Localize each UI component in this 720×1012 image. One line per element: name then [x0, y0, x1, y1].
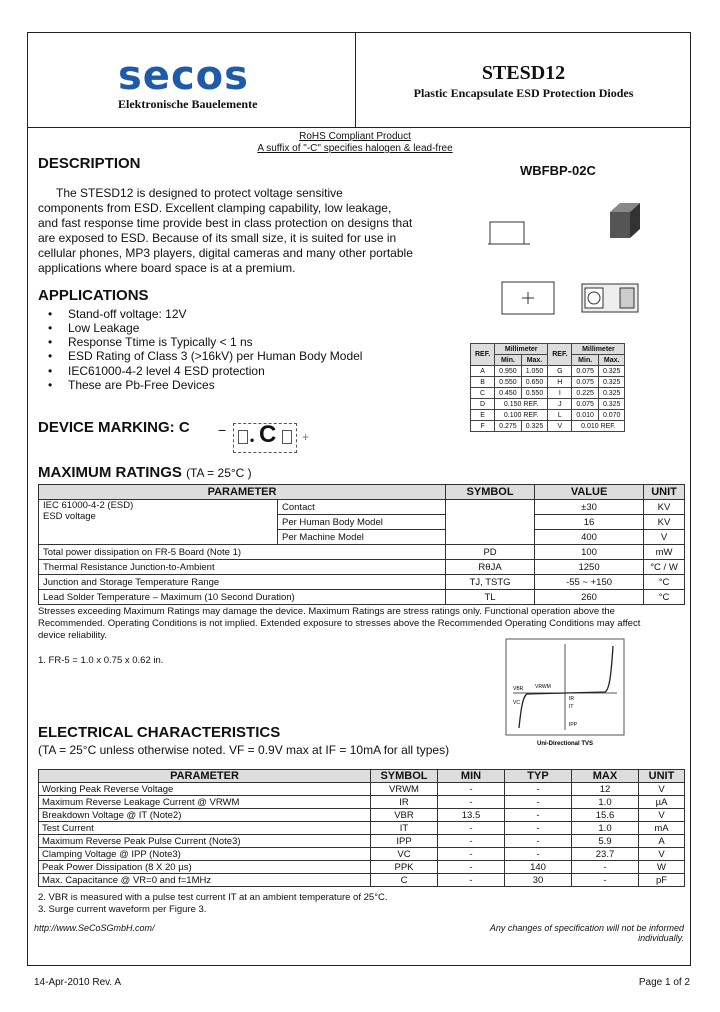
mr-header: PARAMETER: [39, 485, 446, 500]
logo-subtitle: Elektronische Bauelemente: [118, 97, 258, 111]
dim-cell: J: [548, 399, 572, 410]
desc-line: are exposed to ESD. Because of its small size, it is suited for use in: [38, 231, 397, 245]
dim-cell: F: [471, 421, 495, 432]
desc-line: and fast response time provide best in class protection on designs that: [38, 216, 413, 230]
application-item: • Low Leakage: [48, 321, 140, 335]
graph-caption: Uni-Directional TVS: [536, 741, 594, 747]
graph-label: IR: [569, 696, 574, 702]
ec-row: Maximum Reverse Leakage Current @ VRWM IR - - 1.0 µA: [39, 796, 685, 809]
dim-sub: Min.: [495, 355, 522, 366]
mr-row: Junction and Storage Temperature Range TJ, TSTG -55 ~ +150 °C: [39, 575, 685, 590]
company-logo: secos: [118, 53, 249, 99]
esd-cond: Per Machine Model: [278, 530, 446, 545]
esd-unit: KV: [644, 515, 685, 530]
dim-cell: 0.325: [521, 421, 548, 432]
dim-cell: 0.075: [572, 366, 599, 377]
dim-cell: G: [548, 366, 572, 377]
dim-cell: 1.050: [521, 366, 548, 377]
esd-symbol: [446, 500, 535, 545]
ec-header: TYP: [505, 770, 572, 783]
part-number: STESD12: [481, 62, 566, 84]
rohs-line2: A suffix of "-C" specifies halogen & lead-free: [257, 143, 453, 154]
ec-row: Peak Power Dissipation (8 X 20 µs) PPK - 140 - W: [39, 861, 685, 874]
ec-header: UNIT: [639, 770, 685, 783]
ec-row: Working Peak Reverse Voltage VRWM - - 12 V: [39, 783, 685, 796]
dim-cell: 0.325: [598, 388, 625, 399]
dim-row: [471, 410, 625, 421]
dim-cell: I: [548, 388, 572, 399]
marking-code: C: [259, 421, 277, 448]
dim-cell: 0.100 REF.: [495, 410, 548, 421]
dim-sub: Max.: [598, 355, 625, 366]
desc-line: cellular phones, MP3 players, digital cameras and many other portable: [38, 246, 413, 260]
ec-row: Breakdown Voltage @ IT (Note2) VBR 13.5 - 15.6 V: [39, 809, 685, 822]
dim-cell: 0.275: [495, 421, 522, 432]
dim-cell: 0.650: [521, 377, 548, 388]
dim-sub: Max.: [521, 355, 548, 366]
stress-note: Stresses exceeding Maximum Ratings may damage the device. Maximum Ratings are stress ratings only. Functional operation above the Recommended. Operating Conditions is not implied. Extended exposure to stresses above the Recommended Operating Conditions may affect device reliability.: [38, 606, 641, 641]
marking-dot: •: [250, 433, 255, 447]
esd-value: ±30: [535, 500, 644, 515]
footer-date: 14-Apr-2010 Rev. A: [34, 977, 122, 988]
dim-cell: 0.325: [598, 377, 625, 388]
electrical-table: [38, 769, 685, 887]
dim-cell: 0.550: [521, 388, 548, 399]
dim-cell: C: [471, 388, 495, 399]
footer-url[interactable]: http://www.SeCoSGmbH.com/: [34, 923, 155, 933]
product-subtitle: Plastic Encapsulate ESD Protection Diodes: [413, 86, 634, 100]
dim-row: [471, 377, 625, 388]
dim-row: [471, 399, 625, 410]
dim-cell: B: [471, 377, 495, 388]
max-ratings-title: MAXIMUM RATINGS (TA = 25°C ): [38, 464, 252, 481]
dim-header: REF.: [471, 344, 495, 366]
ec-row: Maximum Reverse Peak Pulse Current (Note3) IPP - - 5.9 A: [39, 835, 685, 848]
description-text: [38, 186, 423, 276]
application-item: • IEC61000-4-2 level 4 ESD protection: [48, 364, 265, 378]
dim-cell: 0.075: [572, 377, 599, 388]
dim-cell: 0.450: [495, 388, 522, 399]
ec-header: MAX: [572, 770, 639, 783]
dim-cell: 0.225: [572, 388, 599, 399]
desc-line: The STESD12 is designed to protect voltage sensitive: [56, 186, 343, 200]
package-outline-drawing: [470, 200, 660, 340]
footer-notice: Any changes of specification will not be informed individually.: [489, 923, 684, 943]
dim-cell: E: [471, 410, 495, 421]
esd-cond: Per Human Body Model: [278, 515, 446, 530]
dimension-table: [470, 343, 625, 432]
mr-row: Lead Solder Temperature – Maximum (10 Second Duration) TL 260 °C: [39, 590, 685, 605]
graph-label: IPP: [569, 722, 578, 728]
note-3: 3. Surge current waveform per Figure 3.: [38, 904, 207, 915]
dim-sub: Min.: [572, 355, 599, 366]
note-1: 1. FR-5 = 1.0 x 0.75 x 0.62 in.: [38, 655, 164, 666]
dim-cell: 0.550: [495, 377, 522, 388]
dim-cell: H: [548, 377, 572, 388]
ec-row: Test Current IT - - 1.0 mA: [39, 822, 685, 835]
application-item: • ESD Rating of Class 3 (>16kV) per Human Body Model: [48, 349, 363, 363]
iv-curve-graph: [505, 638, 625, 748]
dim-cell: 0.075: [572, 399, 599, 410]
electrical-title: ELECTRICAL CHARACTERISTICS: [38, 724, 281, 741]
dim-cell: 0.325: [598, 399, 625, 410]
ec-header: MIN: [438, 770, 505, 783]
application-item: • These are Pb-Free Devices: [48, 378, 215, 392]
mr-header: UNIT: [644, 485, 685, 500]
application-item: • Response Ttime is Typically < 1 ns: [48, 335, 253, 349]
electrical-conditions: (TA = 25°C unless otherwise noted. VF = 0.9V max at IF = 10mA for all types): [38, 743, 450, 757]
marking-plus: +: [302, 430, 310, 444]
esd-value: 16: [535, 515, 644, 530]
marking-pad-left: [238, 430, 248, 444]
esd-unit: V: [644, 530, 685, 545]
application-item: • Stand-off voltage: 12V: [48, 307, 187, 321]
dim-header: Millimeter: [495, 344, 548, 355]
ec-header: PARAMETER: [39, 770, 371, 783]
ec-header: SYMBOL: [371, 770, 438, 783]
esd-value: 400: [535, 530, 644, 545]
dim-header: Millimeter: [572, 344, 625, 355]
desc-line: components from ESD. Excellent clamping capability, low leakage,: [38, 201, 392, 215]
description-title: DESCRIPTION: [38, 155, 141, 172]
dim-cell: 0.070: [598, 410, 625, 421]
dim-header: REF.: [548, 344, 572, 366]
esd-cond: Contact: [278, 500, 446, 515]
graph-label: IT: [569, 704, 574, 710]
ec-row: Clamping Voltage @ IPP (Note3) VC - - 23.7 V: [39, 848, 685, 861]
esd-unit: KV: [644, 500, 685, 515]
dim-cell: 0.010 REF.: [572, 421, 625, 432]
dim-cell: L: [548, 410, 572, 421]
applications-title: APPLICATIONS: [38, 287, 149, 304]
dim-cell: V: [548, 421, 572, 432]
desc-line: applications where board space is at a premium.: [38, 261, 296, 275]
ec-row: Max. Capacitance @ VR=0 and f=1MHz C - 30 - pF: [39, 874, 685, 887]
footer-page: Page 1 of 2: [638, 977, 690, 988]
mr-header: SYMBOL: [446, 485, 535, 500]
marking-pad-right: [282, 430, 292, 444]
graph-label: VC: [513, 700, 520, 706]
graph-label: VBR: [513, 686, 524, 692]
dim-row: [471, 366, 625, 377]
dim-cell: D: [471, 399, 495, 410]
dim-cell: A: [471, 366, 495, 377]
note-2: 2. VBR is measured with a pulse test current IT at an ambient temperature of 25°C.: [38, 892, 388, 903]
dim-row: [471, 421, 625, 432]
esd-label: IEC 61000-4-2 (ESD) ESD voltage: [39, 500, 278, 545]
mr-header: VALUE: [535, 485, 644, 500]
marking-minus: −: [218, 422, 227, 438]
dim-cell: 0.325: [598, 366, 625, 377]
mr-row: Total power dissipation on FR-5 Board (Note 1) PD 100 mW: [39, 545, 685, 560]
graph-label: VRWM: [535, 684, 551, 690]
package-name: WBFBP-02C: [520, 163, 596, 178]
mr-row: Thermal Resistance Junction-to-Ambient RθJA 1250 °C / W: [39, 560, 685, 575]
device-marking-title: DEVICE MARKING: C: [38, 419, 190, 436]
dim-cell: 0.010: [572, 410, 599, 421]
dim-row: [471, 388, 625, 399]
dim-cell: 0.150 REF.: [495, 399, 548, 410]
dim-cell: 0.950: [495, 366, 522, 377]
rohs-line1: RoHS Compliant Product: [299, 131, 411, 142]
max-ratings-table: [38, 484, 685, 605]
